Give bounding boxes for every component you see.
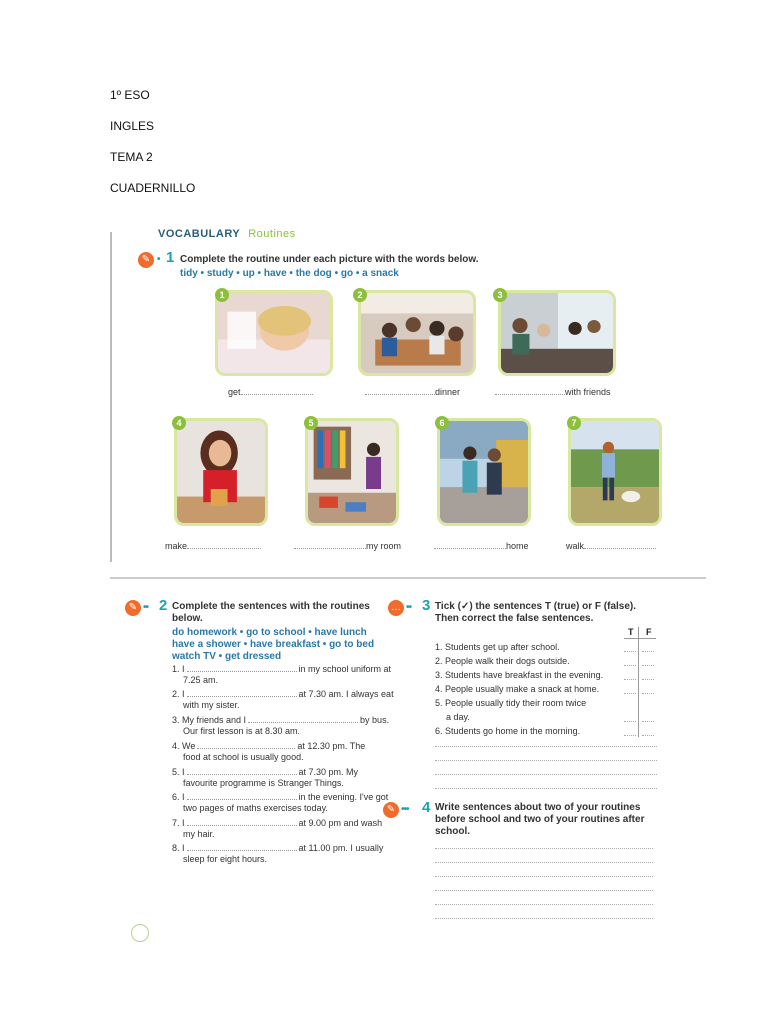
sentence-line: 3. My friends and I by bus. <box>172 715 390 725</box>
photo-family-dinner <box>358 290 476 376</box>
writing-line[interactable] <box>435 918 653 919</box>
tick-box[interactable] <box>642 665 654 666</box>
correction-line[interactable] <box>435 746 657 747</box>
sentence-continuation: Our first lesson is at 8.30 am. <box>183 726 301 736</box>
routine-caption-5: my room <box>294 541 401 551</box>
picture-number: 6 <box>435 416 449 430</box>
answer-blank[interactable] <box>187 843 297 851</box>
column-false-header: F <box>646 627 652 637</box>
answer-blank[interactable] <box>197 741 295 749</box>
difficulty-dots-icon: •• <box>406 602 412 613</box>
answer-blank[interactable] <box>187 792 297 800</box>
difficulty-dots-icon: •• <box>143 602 149 613</box>
routine-caption-7: walk <box>566 541 656 551</box>
correction-line[interactable] <box>435 788 657 789</box>
sentence-line: 8. I at 11.00 pm. I usually <box>172 843 384 853</box>
routine-caption-3: with friends <box>495 387 611 397</box>
true-false-sentence: a day. <box>446 712 470 722</box>
tick-box[interactable] <box>642 693 654 694</box>
answer-blank[interactable] <box>187 541 261 549</box>
picture-number: 7 <box>567 416 581 430</box>
picture-number: 2 <box>353 288 367 302</box>
picture-number: 4 <box>172 416 186 430</box>
tick-box[interactable] <box>642 651 654 652</box>
sentence-line: 1. I in my school uniform at <box>172 664 392 674</box>
photo-making-snack <box>174 418 268 526</box>
exercise-number: 3 <box>422 597 431 614</box>
sentence-continuation: favourite programme is Stranger Things. <box>183 778 344 788</box>
photo-walking-dog <box>568 418 662 526</box>
subject-label: INGLES <box>110 119 155 133</box>
difficulty-dots-icon: ••• <box>401 804 409 815</box>
photo-friends <box>498 290 616 376</box>
exercise-instruction: Write sentences about two of your routines before school and two of your routines after school. <box>435 802 645 837</box>
answer-blank[interactable] <box>584 541 656 549</box>
sentence-continuation: 7.25 am. <box>183 675 219 685</box>
sentence-continuation: food at school is usually good. <box>183 752 304 762</box>
answer-blank[interactable] <box>434 541 506 549</box>
tick-box[interactable] <box>642 721 654 722</box>
tick-box[interactable] <box>624 651 636 652</box>
picture-number: 1 <box>215 288 229 302</box>
exercise-number: 1 <box>166 249 175 266</box>
answer-blank[interactable] <box>248 715 358 723</box>
true-false-sentence: 2. People walk their dogs outside. <box>435 656 570 666</box>
sentence-line: 2. I at 7.30 am. I always eat <box>172 689 394 699</box>
column-true-header: T <box>628 627 634 637</box>
answer-blank[interactable] <box>495 387 565 395</box>
answer-blank[interactable] <box>187 664 297 672</box>
photo-waking-up <box>215 290 333 376</box>
writing-line[interactable] <box>435 904 653 905</box>
writing-line[interactable] <box>435 862 653 863</box>
routine-caption-4: make <box>165 541 261 551</box>
sentence-continuation: sleep for eight hours. <box>183 854 268 864</box>
picture-number: 5 <box>304 416 318 430</box>
vocabulary-heading <box>158 228 296 240</box>
sentence-line: 5. I at 7.30 pm. My <box>172 767 359 777</box>
writing-line[interactable] <box>435 848 653 849</box>
unit-label: TEMA 2 <box>110 150 153 164</box>
difficulty-dots-icon: • <box>157 254 160 265</box>
answer-blank[interactable] <box>365 387 435 395</box>
writing-line[interactable] <box>435 876 653 877</box>
picture-number: 3 <box>493 288 507 302</box>
exercise-instruction: Complete the sentences with the routines below. <box>172 601 370 624</box>
exercise-1 <box>110 228 708 562</box>
word-bank: do homework • go to school • have lunch have a shower • have breakfast • go to bed watch TV • get dressed <box>172 627 375 662</box>
correction-line[interactable] <box>435 774 657 775</box>
sentence-continuation: two pages of maths exercises today. <box>183 803 328 813</box>
vocabulary-subtitle: Routines <box>248 228 296 240</box>
sentence-line: 4. We at 12.30 pm. The <box>172 741 366 751</box>
answer-blank[interactable] <box>241 387 313 395</box>
word-bank: tidy • study • up • have • the dog • go • a snack <box>180 268 399 279</box>
page-marker-icon <box>131 924 149 942</box>
document-label: CUADERNILLO <box>110 181 196 195</box>
tick-box[interactable] <box>624 735 636 736</box>
tick-box[interactable] <box>624 679 636 680</box>
writing-line[interactable] <box>435 890 653 891</box>
sentence-line: 6. I in the evening. I've got <box>172 792 389 802</box>
routine-caption-1: get <box>228 387 313 397</box>
answer-blank[interactable] <box>187 767 297 775</box>
sentence-line: 7. I at 9.00 pm and wash <box>172 818 383 828</box>
section-divider <box>110 577 706 579</box>
routine-caption-2: dinner <box>365 387 460 397</box>
exercise-instruction: Tick (✓) the sentences T (true) or F (false). Then correct the false sentences. <box>435 601 637 624</box>
exercise-number: 2 <box>159 597 168 614</box>
true-false-sentence: 3. Students have breakfast in the evening. <box>435 670 604 680</box>
sentence-continuation: my hair. <box>183 829 215 839</box>
tf-header-line <box>624 638 656 639</box>
vocabulary-title: VOCABULARY <box>158 228 241 240</box>
sentence-continuation: with my sister. <box>183 700 240 710</box>
true-false-sentence: 4. People usually make a snack at home. <box>435 684 600 694</box>
tick-box[interactable] <box>624 693 636 694</box>
speech-icon: … <box>388 600 404 616</box>
pencil-icon: ✎ <box>125 600 141 616</box>
pencil-icon: ✎ <box>138 252 154 268</box>
answer-blank[interactable] <box>187 689 297 697</box>
tick-box[interactable] <box>642 735 654 736</box>
tf-column-divider <box>638 627 639 737</box>
course-label: 1º ESO <box>110 88 150 102</box>
routine-caption-6: home <box>434 541 529 551</box>
tick-box[interactable] <box>642 679 654 680</box>
answer-blank[interactable] <box>187 818 297 826</box>
true-false-sentence: 6. Students go home in the morning. <box>435 726 581 736</box>
exercise-instruction: Complete the routine under each picture with the words below. <box>180 254 479 265</box>
pencil-icon: ✎ <box>383 802 399 818</box>
exercise-number: 4 <box>422 799 431 816</box>
photo-walking-home <box>437 418 531 526</box>
tick-box[interactable] <box>624 721 636 722</box>
true-false-sentence: 1. Students get up after school. <box>435 642 560 652</box>
true-false-sentence: 5. People usually tidy their room twice <box>435 698 587 708</box>
answer-blank[interactable] <box>294 541 366 549</box>
tick-box[interactable] <box>624 665 636 666</box>
photo-messy-room <box>305 418 399 526</box>
correction-line[interactable] <box>435 760 657 761</box>
